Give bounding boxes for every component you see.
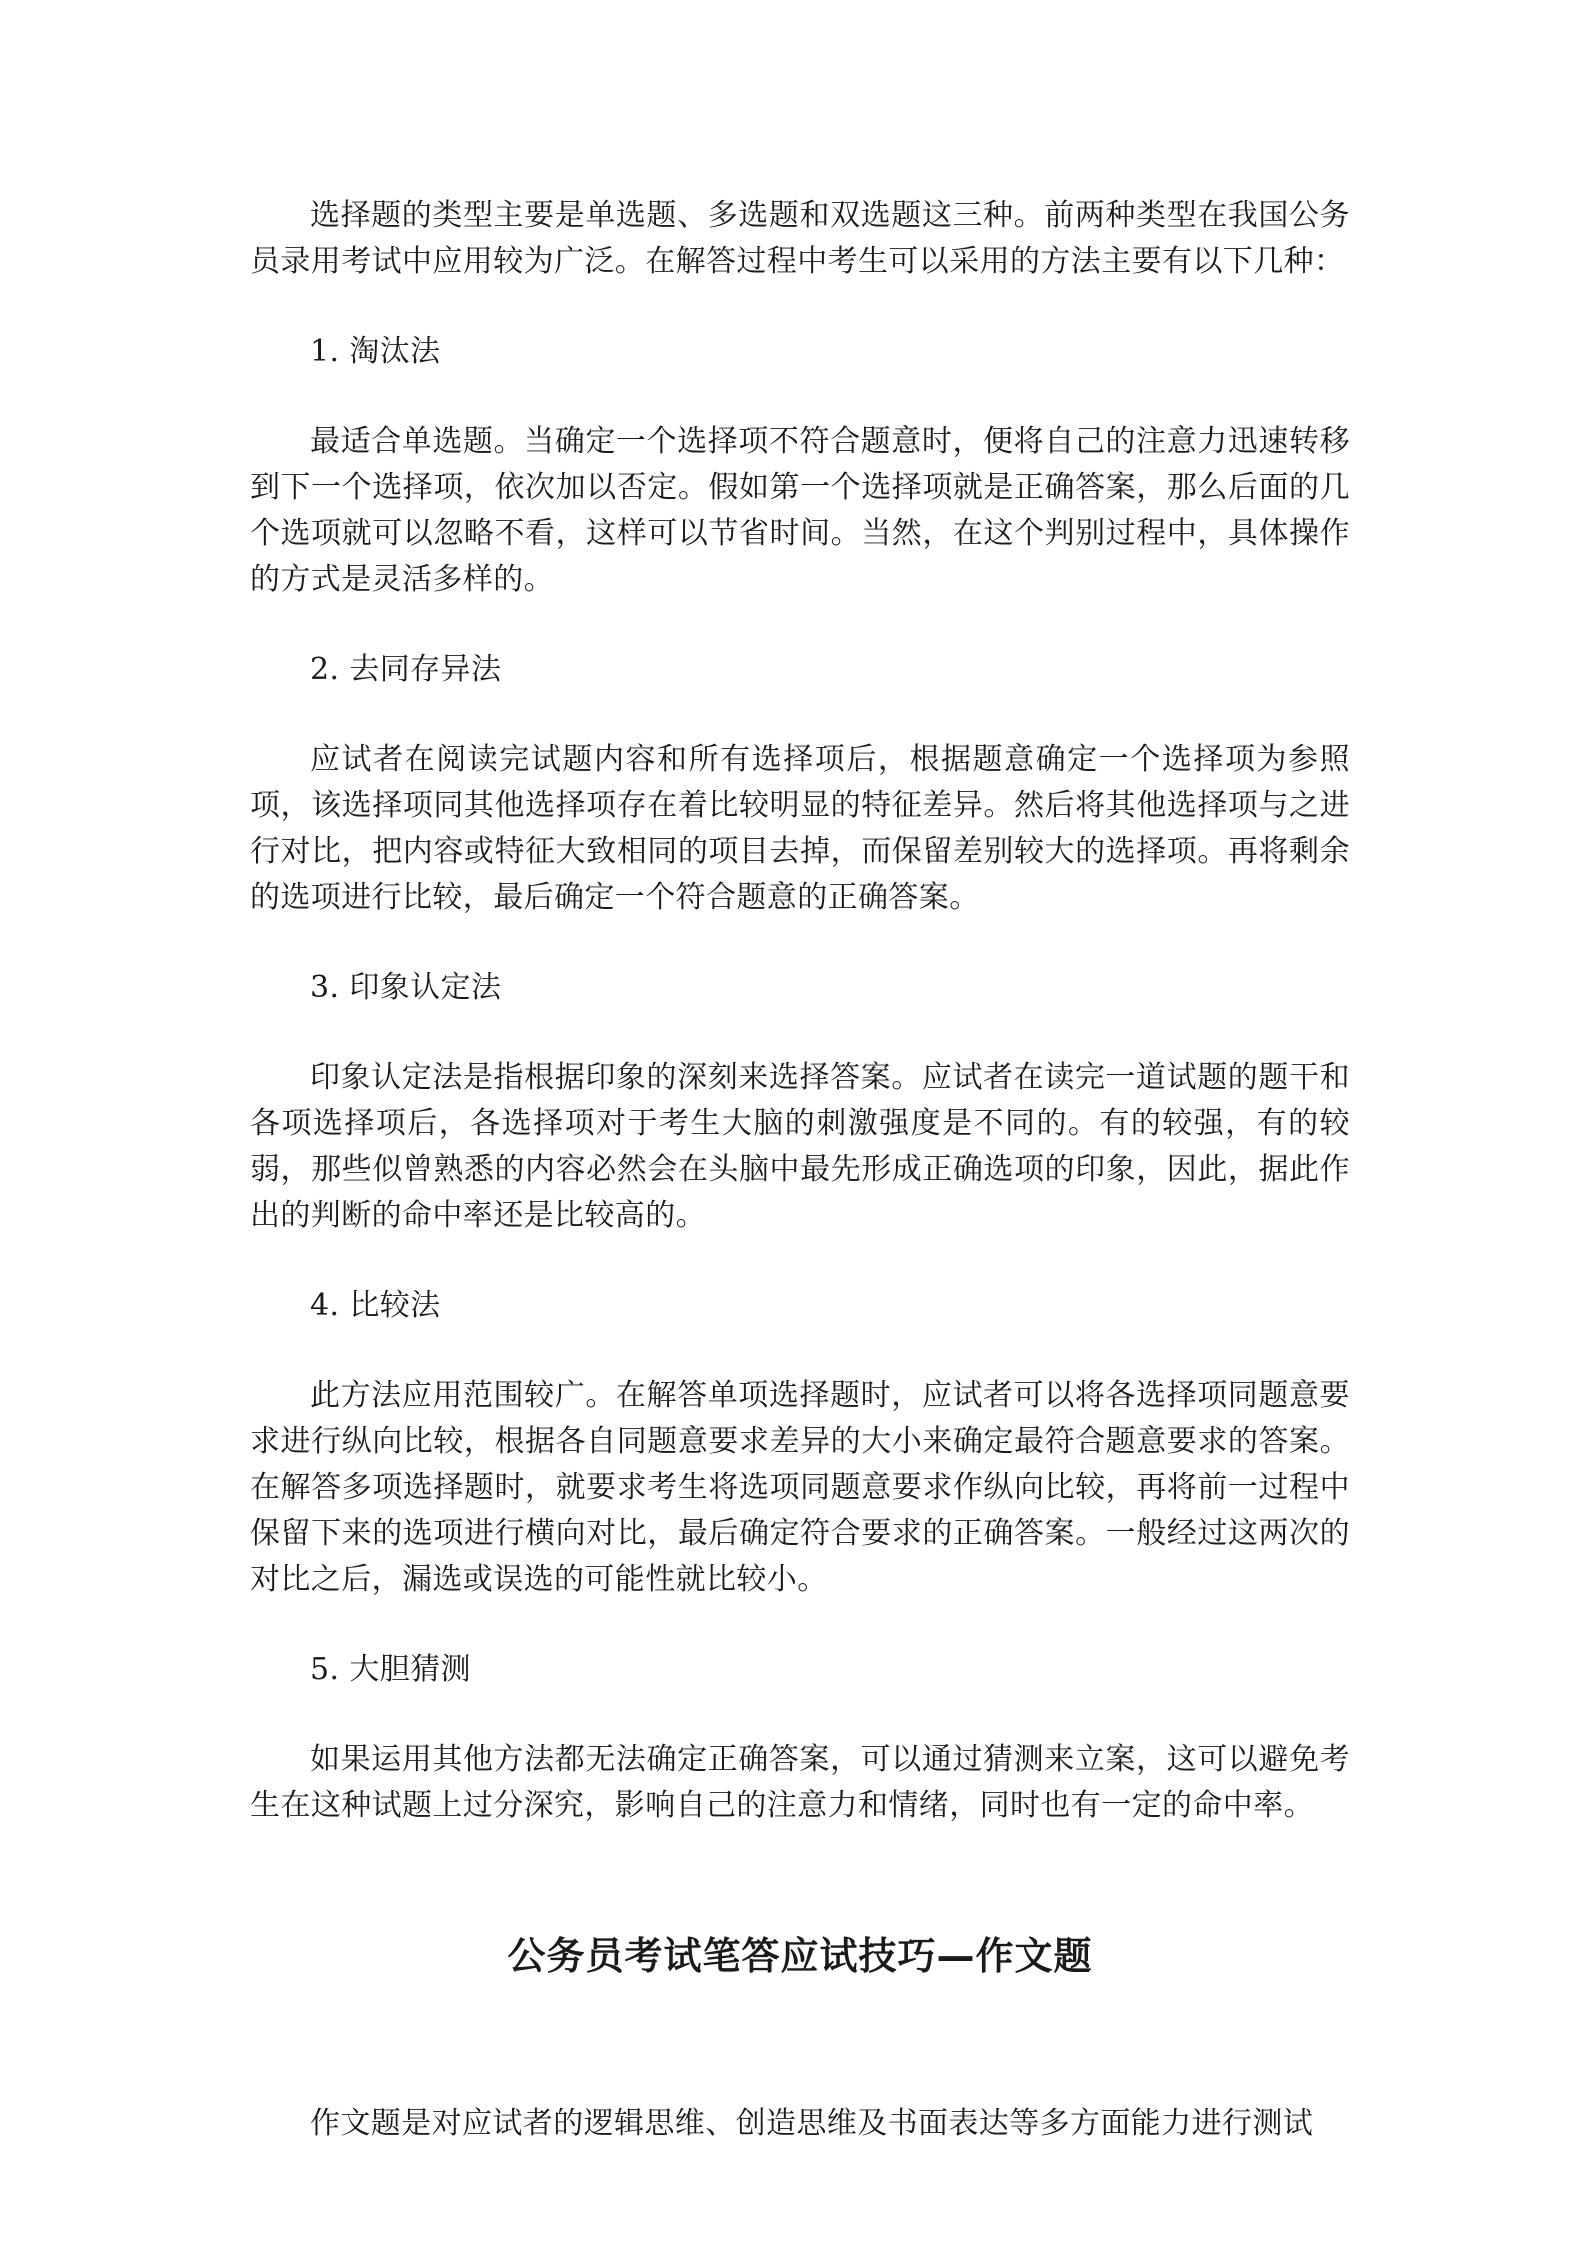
- method-body-1: 最适合单选题。当确定一个选择项不符合题意时，便将自己的注意力迅速转移到下一个选择项，依次加以否定。假如第一个选择项就是正确答案，那么后面的几个选项就可以忽略不看，这样可以节省时间。当然，在这个判别过程中，具体操作的方式是灵活多样的。: [250, 424, 1350, 597]
- intro-paragraph: 选择题的类型主要是单选题、多选题和双选题这三种。前两种类型在我国公务员录用考试中应用较为广泛。在解答过程中考生可以采用的方法主要有以下几种：: [250, 198, 1350, 279]
- method-body-4: 此方法应用范围较广。在解答单项选择题时，应试者可以将各选择项同题意要求进行纵向比较，根据各自同题意要求差异的大小来确定最符合题意要求的答案。在解答多项选择题时，就要求考生将选项同题意要求作纵向比较，再将前一过程中保留下来的选项进行横向对比，最后确定符合要求的正确答案。一般经过这两次的对比之后，漏选或误选的可能性就比较小。: [250, 1378, 1350, 1597]
- document-content: [250, 193, 1350, 2147]
- method-heading-3: 3. 印象认定法: [310, 970, 502, 1005]
- section-title: 公务员考试笔答应试技巧—作文题: [507, 1934, 1093, 1978]
- method-heading-1: 1. 淘汰法: [310, 334, 441, 369]
- method-heading-4: 4. 比较法: [310, 1288, 441, 1323]
- method-heading-5: 5. 大胆猜测: [310, 1652, 471, 1687]
- method-body-5: 如果运用其他方法都无法确定正确答案，可以通过猜测来立案，这可以避免考生在这种试题上过分深究，影响自己的注意力和情绪，同时也有一定的命中率。: [250, 1742, 1350, 1823]
- section-intro-paragraph: 作文题是对应试者的逻辑思维、创造思维及书面表达等多方面能力进行测试: [310, 2106, 1314, 2141]
- method-heading-2: 2. 去同存异法: [310, 652, 502, 687]
- method-body-3: 印象认定法是指根据印象的深刻来选择答案。应试者在读完一道试题的题干和各项选择项后，各选择项对于考生大脑的刺激强度是不同的。有的较强，有的较弱，那些似曾熟悉的内容必然会在头脑中最先形成正确选项的印象，因此，据此作出的判断的命中率还是比较高的。: [250, 1060, 1350, 1233]
- method-body-2: 应试者在阅读完试题内容和所有选择项后，根据题意确定一个选择项为参照项，该选择项同其他选择项存在着比较明显的特征差异。然后将其他选择项与之进行对比，把内容或特征大致相同的项目去掉，而保留差别较大的选择项。再将剩余的选项进行比较，最后确定一个符合题意的正确答案。: [250, 742, 1350, 915]
